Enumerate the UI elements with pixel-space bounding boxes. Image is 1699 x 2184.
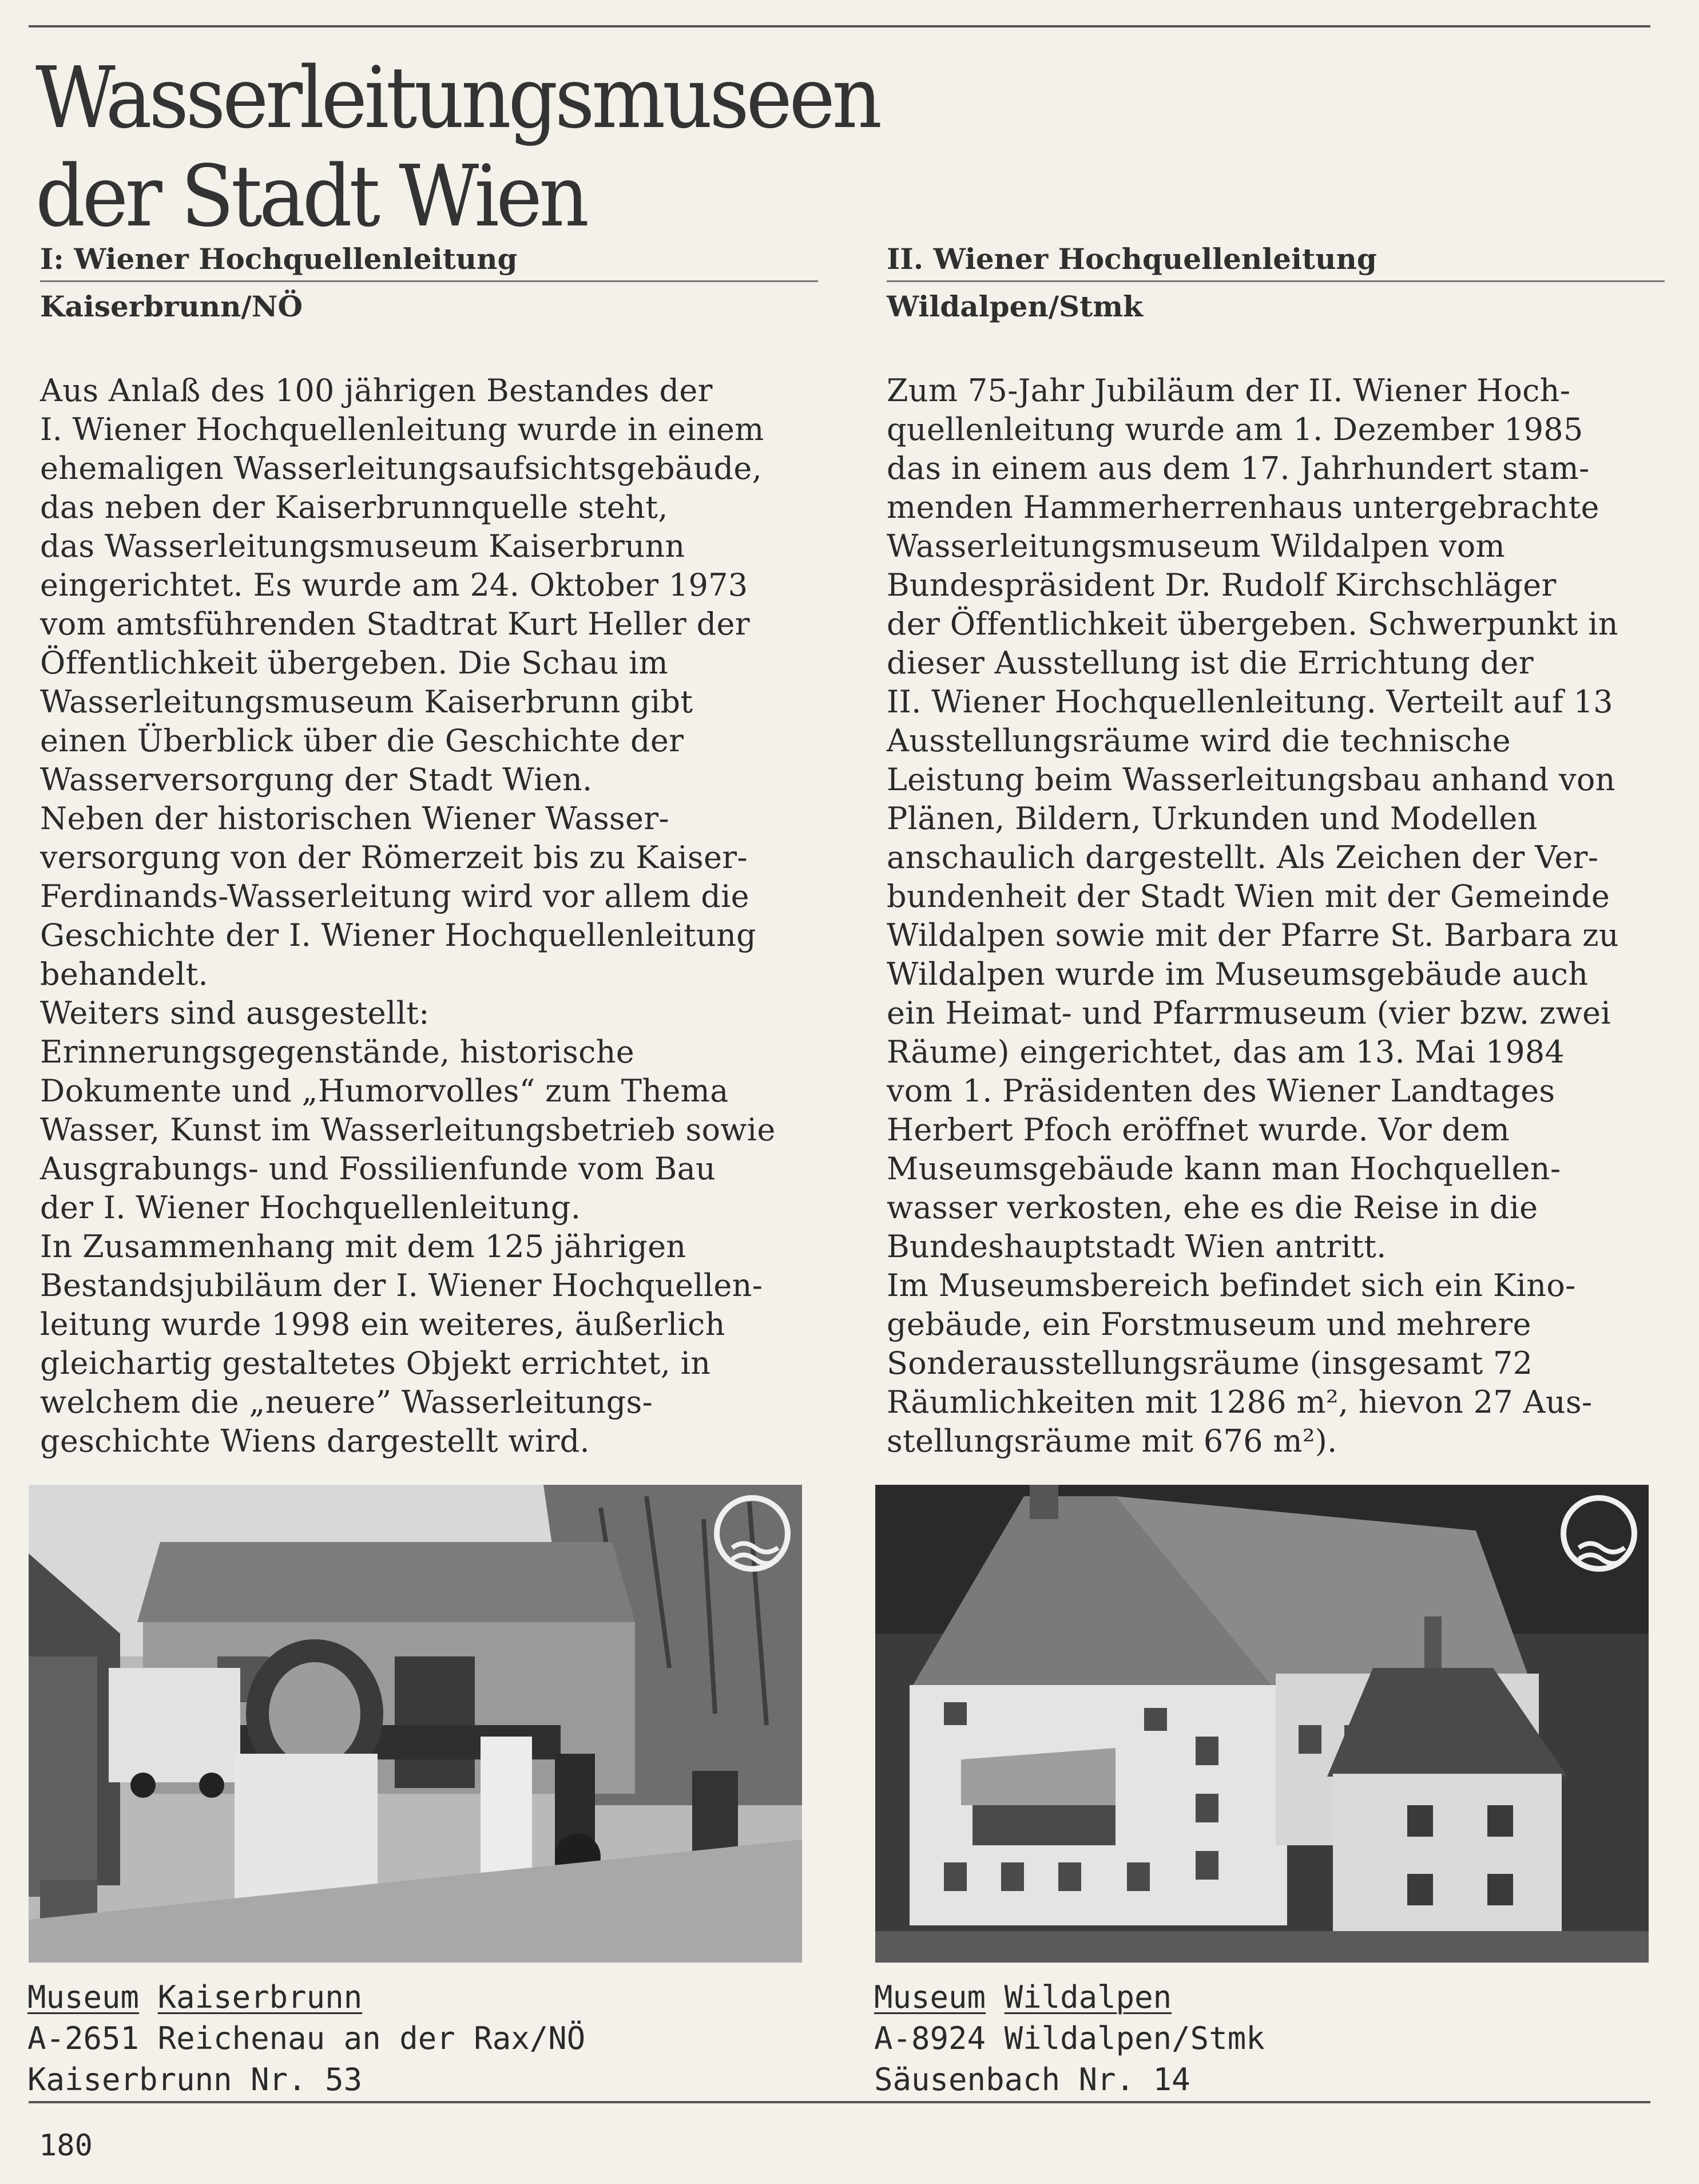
text-line: Ferdinands-Wasserleitung wird vor allem die	[40, 878, 749, 914]
body-text	[40, 371, 818, 1461]
text-line: Wasserversorgung der Stadt Wien.	[40, 762, 593, 798]
bottom-rule	[29, 2101, 1650, 2103]
text-line: der Öffentlichkeit übergeben. Schwerpunkt in	[887, 606, 1618, 642]
text-line: Im Museumsbereich befindet sich ein Kino-	[887, 1267, 1576, 1303]
text-line: Herbert Pfoch eröffnet wurde. Vor dem	[887, 1112, 1510, 1148]
text-line: behandelt.	[40, 956, 208, 992]
column-kaiserbrunn	[40, 240, 818, 1461]
text-line: versorgung von der Römerzeit bis zu Kaiser-	[40, 839, 748, 875]
caption-word: Wildalpen	[1004, 1979, 1172, 2015]
text-line: Ausgrabungs- und Fossilienfunde vom Bau	[40, 1151, 716, 1187]
text-line: menden Hammerherrenhaus untergebrachte	[887, 489, 1599, 525]
text-line: Plänen, Bildern, Urkunden und Modellen	[887, 800, 1538, 837]
text-line: gebäude, ein Forstmuseum und mehrere	[887, 1306, 1531, 1342]
section-heading: I: Wiener Hochquellenleitung	[40, 242, 518, 276]
caption-kaiserbrunn	[27, 1977, 585, 2100]
text-line: Weiters sind ausgestellt:	[40, 995, 430, 1031]
text-line: dieser Ausstellung ist die Errichtung der	[887, 645, 1534, 681]
text-line: einen Überblick über die Geschichte der	[40, 723, 684, 759]
text-line: stellungsräume mit 676 m²).	[887, 1423, 1337, 1459]
caption-address: A-8924 Wildalpen/Stmk	[874, 2020, 1265, 2056]
title-line-2: der Stadt Wien	[35, 147, 586, 245]
text-line: vom 1. Präsidenten des Wiener Landtages	[887, 1073, 1555, 1109]
section-location: Wildalpen/Stmk	[887, 290, 1143, 323]
heading-rule	[887, 280, 1665, 282]
caption-street: Kaiserbrunn Nr. 53	[27, 2062, 363, 2098]
text-line: Wasserleitungsmuseum Wildalpen vom	[887, 528, 1506, 564]
text-line: II. Wiener Hochquellenleitung. Verteilt auf 13	[887, 684, 1613, 720]
caption-title	[27, 1977, 585, 2018]
text-line: ein Heimat- und Pfarrmuseum (vier bzw. zwei	[887, 995, 1611, 1031]
text-line: das neben der Kaiserbrunnquelle steht,	[40, 489, 668, 525]
text-line: das Wasserleitungsmuseum Kaiserbrunn	[40, 528, 685, 564]
photo-museum-kaiserbrunn	[29, 1485, 802, 1963]
caption-address: A-2651 Reichenau an der Rax/NÖ	[27, 2020, 586, 2056]
text-line: vom amtsführenden Stadtrat Kurt Heller der	[40, 606, 750, 642]
body-text	[887, 371, 1665, 1461]
text-line: Wildalpen sowie mit der Pfarre St. Barbara zu	[887, 917, 1619, 953]
text-line: quellenleitung wurde am 1. Dezember 1985	[887, 411, 1583, 447]
heading-rule	[40, 280, 818, 282]
photo-museum-wildalpen	[875, 1485, 1649, 1963]
text-line: Sonderausstellungsräume (insgesamt 72	[887, 1345, 1533, 1381]
text-line: Bundespräsident Dr. Rudolf Kirchschläger	[887, 567, 1557, 603]
text-line: wasser verkosten, ehe es die Reise in die	[887, 1190, 1538, 1226]
text-line: I. Wiener Hochquellenleitung wurde in einem	[40, 411, 764, 447]
caption-wildalpen	[874, 1977, 1265, 2100]
text-line: gleichartig gestaltetes Objekt errichtet, in	[40, 1345, 711, 1381]
text-line: Wasser, Kunst im Wasserleitungsbetrieb sowie	[40, 1112, 776, 1148]
text-line: Erinnerungsgegenstände, historische	[40, 1034, 634, 1070]
section-location: Kaiserbrunn/NÖ	[40, 290, 303, 323]
text-line: ehemaligen Wasserleitungsaufsichtsgebäude,	[40, 450, 763, 486]
top-rule	[29, 25, 1650, 27]
caption-word: Kaiserbrunn	[157, 1979, 363, 2015]
text-line: das in einem aus dem 17. Jahrhundert stam-	[887, 450, 1590, 486]
text-line: Öffentlichkeit übergeben. Die Schau im	[40, 645, 669, 681]
title-line-1: Wasserleitungsmuseen	[35, 49, 879, 147]
column-wildalpen	[887, 240, 1665, 1461]
caption-word: Museum	[27, 1979, 140, 2015]
text-line: Aus Anlaß des 100 jährigen Bestandes der	[40, 372, 713, 409]
text-line: In Zusammenhang mit dem 125 jährigen	[40, 1228, 686, 1265]
text-line: Räumlichkeiten mit 1286 m², hievon 27 Aus-	[887, 1384, 1593, 1420]
text-line: bundenheit der Stadt Wien mit der Gemeinde	[887, 878, 1610, 914]
text-line: Ausstellungsräume wird die technische	[887, 723, 1511, 759]
text-line: leitung wurde 1998 ein weiteres, äußerlich	[40, 1306, 725, 1342]
caption-street: Säusenbach Nr. 14	[874, 2062, 1190, 2098]
text-line: Museumsgebäude kann man Hochquellen-	[887, 1151, 1561, 1187]
text-line: Neben der historischen Wiener Wasser-	[40, 800, 669, 837]
text-line: Geschichte der I. Wiener Hochquellenleitung	[40, 917, 757, 953]
text-line: Bundeshauptstadt Wien antritt.	[887, 1228, 1387, 1265]
caption-word: Museum	[874, 1979, 986, 2015]
text-line: der I. Wiener Hochquellenleitung.	[40, 1190, 581, 1226]
text-line: Leistung beim Wasserleitungsbau anhand von	[887, 762, 1615, 798]
text-line: Wildalpen wurde im Museumsgebäude auch	[887, 956, 1589, 992]
text-line: geschichte Wiens dargestellt wird.	[40, 1423, 590, 1459]
text-line: anschaulich dargestellt. Als Zeichen der Ver-	[887, 839, 1599, 875]
text-line: Räume) eingerichtet, das am 13. Mai 1984	[887, 1034, 1565, 1070]
text-line: Zum 75-Jahr Jubiläum der II. Wiener Hoch-	[887, 372, 1571, 409]
text-line: Dokumente und „Humorvolles“ zum Thema	[40, 1073, 729, 1109]
section-heading: II. Wiener Hochquellenleitung	[887, 242, 1377, 276]
text-line: welchem die „neuere” Wasserleitungs-	[40, 1384, 653, 1420]
page-number: 180	[39, 2128, 93, 2163]
page-title	[35, 49, 879, 245]
text-line: Bestandsjubiläum der I. Wiener Hochquellen-	[40, 1267, 763, 1303]
text-line: eingerichtet. Es wurde am 24. Oktober 1973	[40, 567, 748, 603]
caption-title	[874, 1977, 1265, 2018]
text-line: Wasserleitungsmuseum Kaiserbrunn gibt	[40, 684, 693, 720]
